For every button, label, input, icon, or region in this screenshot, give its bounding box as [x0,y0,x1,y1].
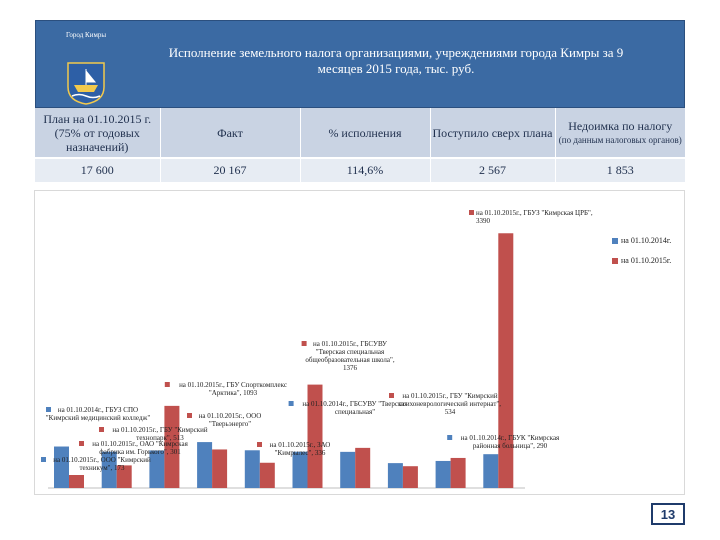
bar-2015-9 [451,458,466,488]
data-label-2: на 01.10.2015г., ГБСУВУ "Тверская специальная общеобразовательная школа", 1376 [305,340,395,372]
city-label: Город Кимры [66,31,107,39]
data-label-marker-10 [41,457,46,462]
data-label-marker-9 [79,441,84,446]
bar-2015-1 [69,475,84,488]
bar-2014-4 [197,442,212,488]
column-header-fact: Факт [160,108,300,158]
data-label-marker-4 [389,393,394,398]
column-header-plan: План на 01.10.2015 г. (75% от годовых назначений) [35,108,160,158]
data-label-11: на 01.10.2015г., ЗАО "Кимрылес", 336 [269,441,331,457]
bar-2014-7 [340,452,355,488]
legend-swatch-2014-icon [612,238,618,244]
bar-2014-8 [388,463,403,488]
data-label-marker-12 [447,435,452,440]
data-label-marker-6 [46,407,51,412]
data-label-marker-7 [187,413,192,418]
bar-2014-5 [245,450,260,488]
data-label-3: на 01.10.2015г., ГБУ Спорткомплекс "Арктика", 1093 [179,381,287,397]
bar-2015-8 [403,466,418,488]
bar-2014-6 [293,452,308,488]
bar-2015-7 [355,448,370,488]
value-over-plan: 2 567 [430,158,555,182]
legend-item-2014 [612,236,671,245]
data-label-8: на 01.10.2015г., ГБУ "Кимрский технопарк", 513 [112,426,208,442]
value-percent: 114,6% [300,158,430,182]
legend-item-2015 [612,256,671,265]
data-label-1: на 01.10.2015г., ГБУЗ "Кимрская ЦРБ", 3390 [476,209,593,225]
data-label-12: на 01.10.2014г., ГБУК "Кимрская районная больница", 290 [460,434,560,450]
bar-2014-1 [54,447,69,488]
bar-2015-4 [212,449,227,488]
bar-2014-9 [436,461,451,488]
legend-label-2014: на 01.10.2014г. [621,236,672,245]
data-label-10: на 01.10.2015г., ООО "Кимрский техникум", 173 [53,456,151,472]
data-label-marker-11 [257,442,262,447]
data-label-marker-1 [469,210,474,215]
data-label-4: на 01.10.2015г., ГБУ "Кимрский психоневрологический интернат", 534 [398,392,502,416]
column-header-percent: % исполнения [300,108,430,158]
value-arrears: 1 853 [555,158,685,182]
legend-label-2015: на 01.10.2015г. [621,256,672,265]
bar-2015-5 [260,463,275,488]
data-label-5: на 01.10.2014г., ГБСУВУ "Тверская специальная" [302,400,408,416]
data-label-7: на 01.10.2015г., ООО "Тверьэнерго" [198,412,262,428]
page-number: 13 [651,503,685,525]
value-fact: 20 167 [160,158,300,182]
data-label-marker-5 [289,401,294,406]
data-label-marker-8 [99,427,104,432]
bar-2014-10 [483,454,498,488]
data-label-marker-3 [165,382,170,387]
column-header-over-plan: Поступило сверх плана [430,108,555,158]
legend-swatch-2015-icon [612,258,618,264]
slide-title: Исполнение земельного налога организациями, учреждениями города Кимры за 9 месяцев 2015 года, тыс. руб. [168,45,624,76]
data-label-6: на 01.10.2014г., ГБУЗ СПО "Кимрский медицинский колледж" [45,406,151,422]
column-header-arrears: Недоимка по налогу (по данным налоговых органов) [555,108,685,158]
column-header-arrears-note: (по данным налоговых органов) [558,134,682,145]
data-label-9: на 01.10.2015г., ОАО "Кимрская фабрика им. Горького", 301 [92,440,188,456]
bar-2014-3 [149,450,164,488]
value-plan: 17 600 [35,158,160,182]
data-label-marker-2 [302,341,307,346]
